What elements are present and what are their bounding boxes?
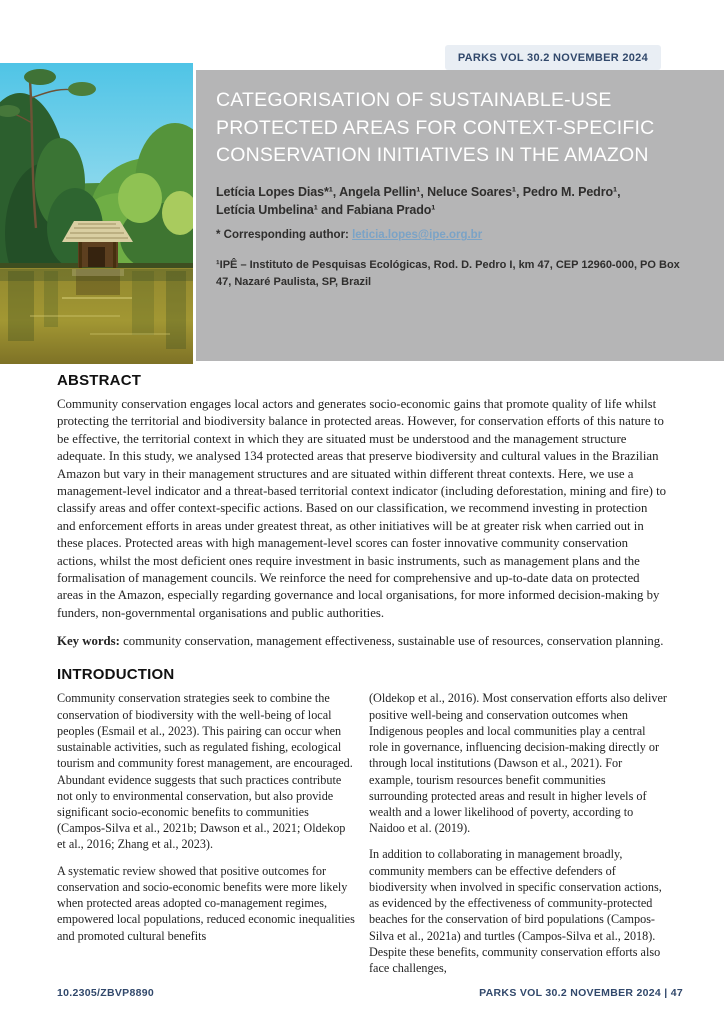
cover-photo bbox=[0, 63, 193, 364]
keywords-label: Key words: bbox=[57, 634, 120, 649]
affiliation: ¹IPÊ – Instituto de Pesquisas Ecológicas, Rod. D. Pedro I, km 47, CEP 12960-000, PO Box 47, Nazaré Paulista, SP, Brazil bbox=[216, 259, 680, 288]
intro-right-paragraph-2: In addition to collaborating in management broadly, community members can be effective defenders of biodiversity when involved in specific conservation actions, as evidenced by the effectiveness of community-protected beaches for the conservation of bird populations (Campos-Silva et al., 2021a) and turtles (Campos-Silva et al., 2018). Despite these benefits, community conservation efforts also face challenges, bbox=[369, 847, 662, 975]
abstract-heading: ABSTRACT bbox=[57, 372, 142, 389]
corresponding-author-line bbox=[216, 229, 700, 241]
article-body bbox=[57, 372, 667, 986]
title-block bbox=[196, 70, 724, 361]
doi: 10.2305/ZBVP8890 bbox=[57, 987, 155, 999]
title-line-2: PROTECTED AREAS FOR CONTEXT-SPECIFIC bbox=[216, 116, 655, 139]
intro-column-right bbox=[369, 690, 667, 986]
title-line-3: CONSERVATION INITIATIVES IN THE AMAZON bbox=[216, 144, 649, 167]
article-title bbox=[216, 87, 700, 170]
corresponding-label: * Corresponding author: bbox=[216, 229, 349, 242]
rainforest-photo-illustration bbox=[0, 63, 193, 364]
intro-column-left bbox=[57, 690, 355, 986]
authors-line-1: Letícia Lopes Dias*¹, Angela Pellin¹, Neluce Soares¹, Pedro M. Pedro¹, bbox=[216, 185, 621, 200]
introduction-heading: INTRODUCTION bbox=[57, 666, 175, 684]
intro-left-paragraph-1: Community conservation strategies seek to combine the conservation of biodiversity with the well-being of local peoples (Esmail et al., 2023). This pairing can occur when sustainable activities, such as regulated fishing, ecological tourism and community forest management, are encouraged. Abundant evidence suggests that such practices contribute not only to environmental conservation, but also provide significant socio-economic benefits to communities (Campos-Silva et al., 2021b; Dawson et al., 2021; Oldekop et al., 2016; Zhang et al., 2023). bbox=[57, 691, 353, 852]
title-line-1: CATEGORISATION OF SUSTAINABLE-USE bbox=[216, 89, 612, 111]
keywords-line bbox=[57, 633, 667, 650]
intro-right-paragraph-1: (Oldekop et al., 2016). Most conservation efforts also deliver positive well-being and conservation outcomes when Indigenous peoples and local communities play a central role in governance, influencing decision-making directly or through local institutions (Dawson et al., 2021). For example, tourism resources benefit communities surrounding protected areas and result in higher levels of wealth and a lower likelihood of poverty, according to Naidoo et al. (2019). bbox=[369, 691, 667, 836]
intro-left-paragraph-2: A systematic review showed that positive outcomes for conservation and socio-economic benefits were more likely when protected areas adopted co-management regimes, empowered local populations, reduced economic inequalities and promoted cultural benefits bbox=[57, 863, 355, 943]
keywords-text: community conservation, management effectiveness, sustainable use of resources, conservation planning. bbox=[123, 634, 664, 649]
page-footer bbox=[57, 987, 683, 999]
footer-volume-page: PARKS VOL 30.2 NOVEMBER 2024 | 47 bbox=[479, 987, 683, 999]
corresponding-email-link[interactable]: leticia.lopes@ipe.org.br bbox=[352, 229, 483, 242]
introduction-columns bbox=[57, 690, 667, 986]
article-header bbox=[0, 63, 724, 364]
abstract-text: Community conservation engages local actors and generates socio-economic gains that promote quality of life whilst protecting the territorial and biodiversity balance in protected areas. However, for conservation efforts of this nature to be effective, the territorial context in which they are situated must be understood and the management structure adequate. In this study, we analysed 134 protected areas that preserve biodiversity and cultural values in the Brazilian Amazon but vary in their management structures and are situated within different threat contexts. Here, we use a management-level indicator and a threat-based territorial context indicator (including deforestation, mining and fire) to classify areas and offer context-specific actions. Based on our classification, we recommend investing in protection and enforcement efforts in areas under greatest threat, as other initiatives will be at greater risk when carried out in these places. Protected areas with high management-level scores can foster innovative community conservation actions, whilst the most deficient ones require investment in basic instruments, such as management plans and the formalisation of management councils. We reinforce the need for comprehensive and up-to-date data on protected areas in the Amazon, especially regarding governance and local organisations, for more informed decision-making by funders, non-governmental organisations and public authorities. bbox=[57, 397, 667, 620]
volume-badge: PARKS VOL 30.2 NOVEMBER 2024 bbox=[445, 45, 661, 70]
authors bbox=[216, 183, 700, 219]
authors-line-2: Letícia Umbelina¹ and Fabiana Prado¹ bbox=[216, 203, 436, 218]
